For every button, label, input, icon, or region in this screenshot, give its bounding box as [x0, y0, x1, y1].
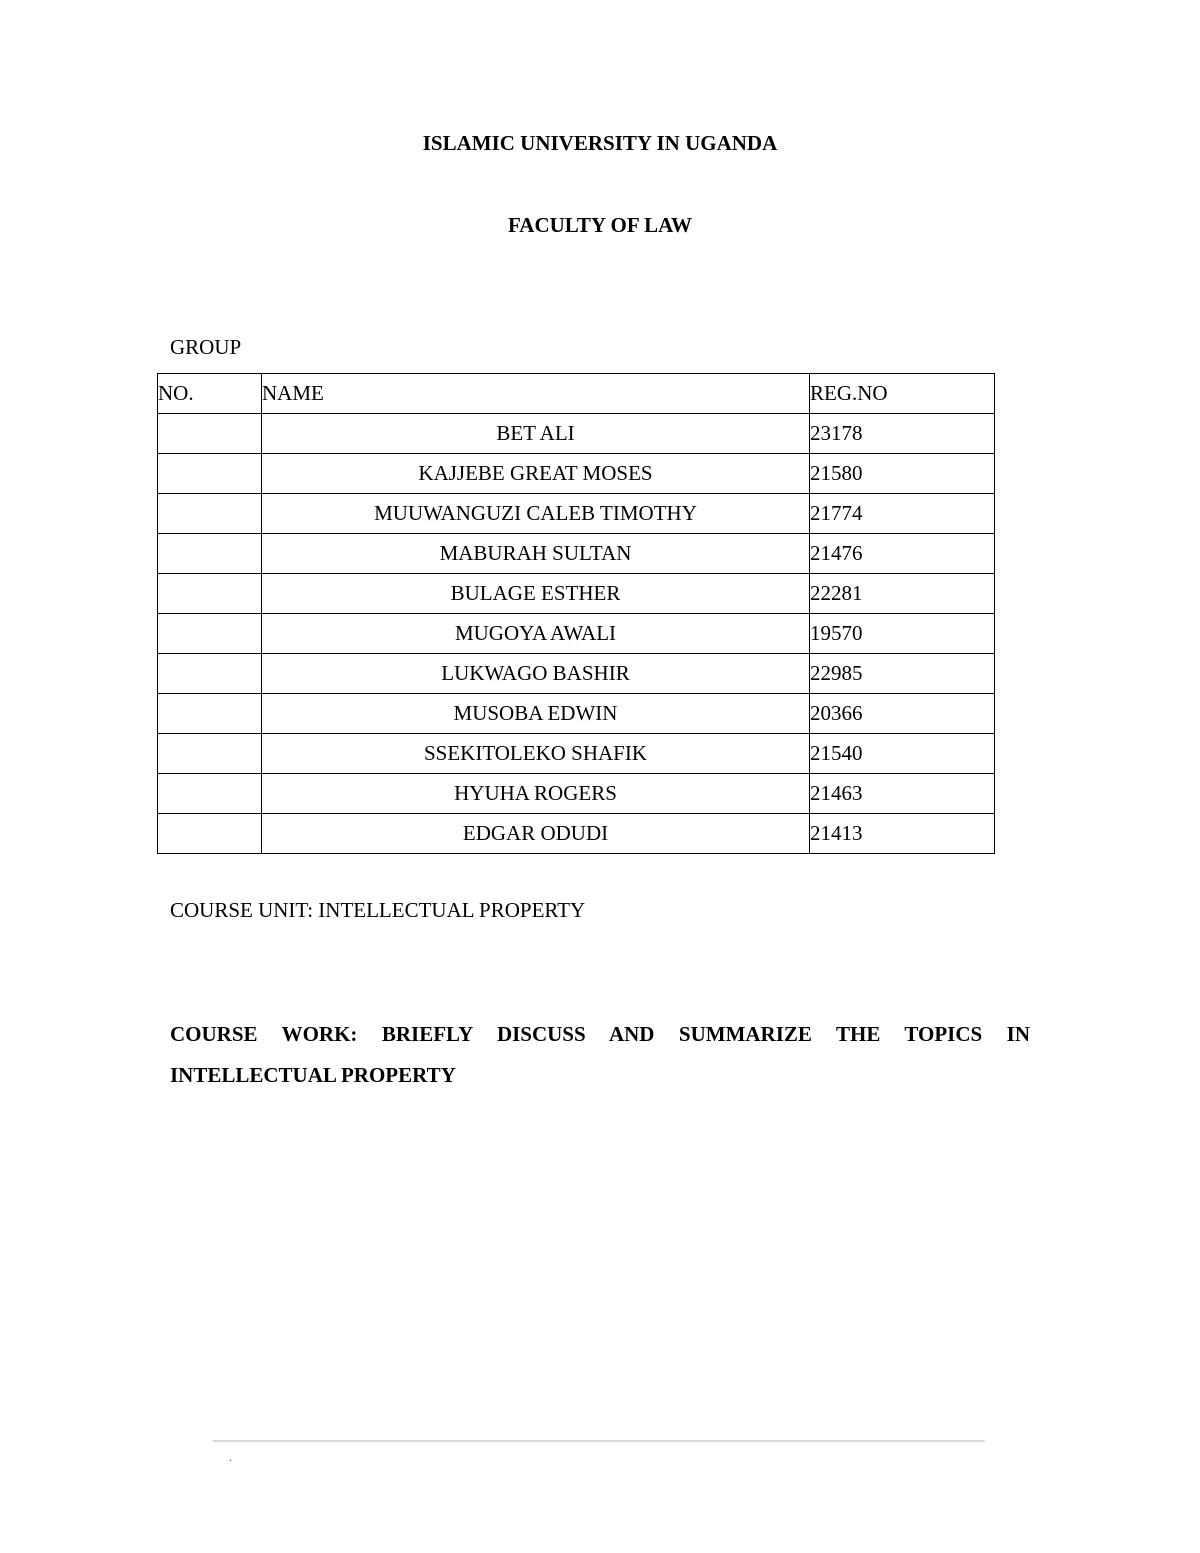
row-no [158, 614, 262, 654]
member-name: SSEKITOLEKO SHAFIK [262, 734, 810, 774]
row-no [158, 654, 262, 694]
table-row [158, 774, 995, 814]
column-header-no: NO. [158, 374, 262, 414]
member-reg-no: 21774 [810, 494, 995, 534]
course-unit: COURSE UNIT: INTELLECTUAL PROPERTY [170, 898, 586, 922]
member-name: BET ALI [262, 414, 810, 454]
table-row [158, 694, 995, 734]
table-row [158, 734, 995, 774]
member-reg-no: 21413 [810, 814, 995, 854]
row-no [158, 814, 262, 854]
group-members-table [157, 373, 995, 854]
table-row [158, 414, 995, 454]
member-reg-no: 23178 [810, 414, 995, 454]
row-no [158, 454, 262, 494]
row-no [158, 774, 262, 814]
row-no [158, 494, 262, 534]
table-row [158, 654, 995, 694]
member-reg-no: 21540 [810, 734, 995, 774]
member-reg-no: 22281 [810, 574, 995, 614]
table-header-row [158, 374, 995, 414]
member-reg-no: 21463 [810, 774, 995, 814]
row-no [158, 414, 262, 454]
university-title: ISLAMIC UNIVERSITY IN UGANDA [422, 131, 778, 155]
column-header-reg-no: REG.NO [810, 374, 995, 414]
table-row [158, 534, 995, 574]
row-no [158, 534, 262, 574]
row-no [158, 734, 262, 774]
member-reg-no: 21580 [810, 454, 995, 494]
member-name: MUUWANGUZI CALEB TIMOTHY [262, 494, 810, 534]
member-reg-no: 21476 [810, 534, 995, 574]
course-work: COURSE WORK: BRIEFLY DISCUSS AND SUMMARIZE THE TOPICS IN INTELLECTUAL PROPERTY [170, 1022, 1030, 1087]
table-row [158, 454, 995, 494]
table-row [158, 574, 995, 614]
table-row [158, 494, 995, 534]
member-name: BULAGE ESTHER [262, 574, 810, 614]
member-name: EDGAR ODUDI [262, 814, 810, 854]
member-name: MABURAH SULTAN [262, 534, 810, 574]
row-no [158, 694, 262, 734]
member-name: KAJJEBE GREAT MOSES [262, 454, 810, 494]
member-reg-no: 22985 [810, 654, 995, 694]
group-label: GROUP [170, 335, 242, 359]
member-name: HYUHA ROGERS [262, 774, 810, 814]
footer-divider [213, 1440, 985, 1442]
member-name: MUSOBA EDWIN [262, 694, 810, 734]
footer-mark: . [229, 1450, 232, 1464]
table-row [158, 614, 995, 654]
member-reg-no: 19570 [810, 614, 995, 654]
column-header-name: NAME [262, 374, 810, 414]
member-name: LUKWAGO BASHIR [262, 654, 810, 694]
member-name: MUGOYA AWALI [262, 614, 810, 654]
table-row [158, 814, 995, 854]
row-no [158, 574, 262, 614]
faculty-title: FACULTY OF LAW [508, 213, 692, 237]
member-reg-no: 20366 [810, 694, 995, 734]
